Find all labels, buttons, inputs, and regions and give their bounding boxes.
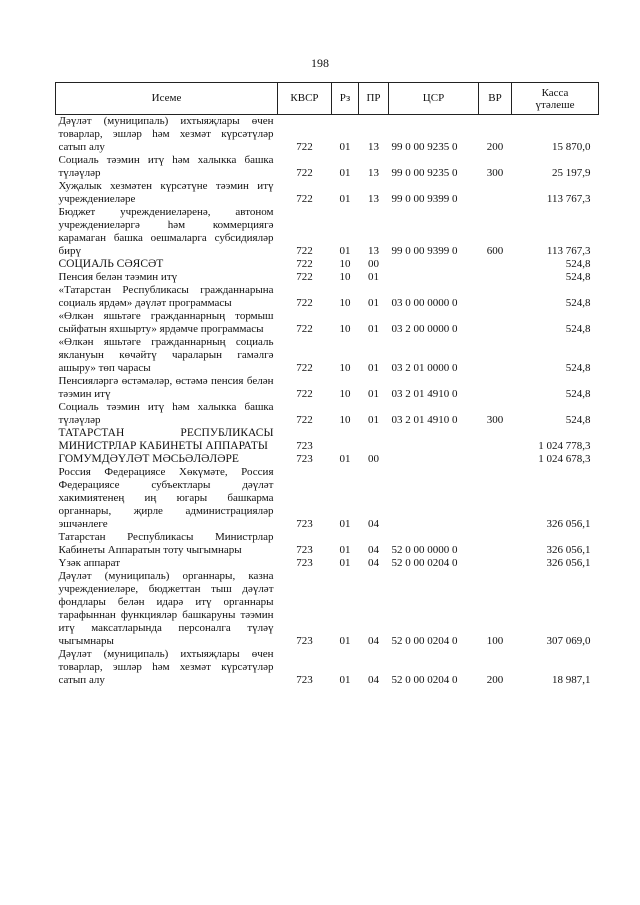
table-row [56, 570, 599, 648]
row-sum: 524,8 [565, 362, 591, 374]
row-sum: 524,8 [565, 388, 591, 400]
row-sum: 15 870,0 [552, 141, 591, 153]
row-kvsr: 723 [296, 544, 313, 556]
row-csr: 03 2 01 0000 0 [391, 362, 458, 374]
table-body [56, 115, 599, 688]
row-sum: 307 069,0 [546, 635, 591, 647]
row-kvsr: 722 [296, 297, 313, 309]
row-pr: 01 [368, 414, 379, 426]
row-name: Пенсияләргә өстәмәләр, өстәмә пенсия белән тәэмин итү [58, 375, 274, 400]
row-rz: 10 [339, 414, 351, 426]
row-rz: 01 [339, 245, 351, 257]
row-name: Дәүләт (муниципаль) ихтыяҗлары өчен товарлар, эшләр һәм хезмәт күрсәтүләр сатып алу [58, 648, 274, 686]
header-kassa-line2: үтәлеше [535, 98, 575, 111]
table-row [56, 375, 599, 401]
row-vr: 200 [486, 141, 504, 153]
row-kvsr: 722 [296, 414, 313, 426]
row-csr: 52 0 00 0204 0 [391, 674, 458, 686]
row-name: Пенсия белән тәэмин итү [58, 271, 178, 283]
table-row [56, 557, 599, 570]
row-kvsr: 722 [296, 271, 313, 283]
row-vr [479, 557, 512, 570]
table-row [56, 115, 599, 155]
row-kvsr: 722 [296, 167, 313, 179]
table-row [56, 466, 599, 531]
row-sum: 1 024 778,3 [538, 440, 591, 452]
row-vr [479, 284, 512, 310]
row-csr [389, 466, 479, 531]
table-row [56, 427, 599, 453]
table-row [56, 180, 599, 206]
row-rz: 10 [339, 362, 351, 374]
row-csr: 52 0 00 0000 0 [391, 544, 458, 556]
header-rz: Рз [332, 83, 359, 115]
row-rz: 01 [339, 167, 351, 179]
row-name: Дәүләт (муниципаль) органнары, казна учреждениеләре, бюджеттан тыш дәүләт фондлары белән идарә итү органнары тарафыннан функцияләр башкаруны тәэмин итү максатларында персоналга түләү чыгымнары [58, 570, 274, 647]
row-csr: 03 2 00 0000 0 [391, 323, 458, 335]
row-kvsr: 723 [296, 453, 313, 465]
row-sum: 326 056,1 [546, 544, 591, 556]
row-vr: 200 [486, 674, 504, 686]
row-name: «Татарстан Республикасы гражданнарына социаль ярдәм» дәүләт программасы [58, 284, 274, 309]
table-row [56, 271, 599, 284]
row-name: Хуҗалык хезмәтен күрсәтүне тәэмин итү учреждениеләре [58, 180, 274, 205]
row-kvsr: 722 [296, 362, 313, 374]
table-row [56, 336, 599, 375]
table-row [56, 258, 599, 271]
row-csr [389, 453, 479, 466]
row-vr: 300 [486, 414, 504, 426]
header-csr: ЦСР [389, 83, 479, 115]
table-row [56, 154, 599, 180]
row-sum: 326 056,1 [546, 557, 591, 569]
row-rz: 01 [339, 544, 351, 556]
table-row [56, 310, 599, 336]
row-kvsr: 722 [296, 141, 313, 153]
table-row [56, 531, 599, 557]
row-vr [479, 180, 512, 206]
row-pr: 13 [368, 245, 379, 257]
row-rz: 10 [339, 388, 351, 400]
row-vr [479, 427, 512, 453]
row-vr: 100 [486, 635, 504, 647]
row-rz: 01 [339, 141, 351, 153]
row-pr: 01 [368, 362, 379, 374]
row-sum: 18 987,1 [552, 674, 591, 686]
row-csr [389, 427, 479, 453]
row-rz: 10 [339, 297, 351, 309]
row-pr: 04 [368, 544, 379, 556]
row-sum: 524,8 [565, 297, 591, 309]
row-vr: 600 [486, 245, 504, 257]
row-rz: 10 [339, 258, 351, 270]
row-name: Татарстан Республикасы Министрлар Кабинеты Аппаратын тоту чыгымнары [58, 531, 274, 556]
row-name: Үзәк аппарат [58, 557, 121, 569]
row-sum: 524,8 [565, 323, 591, 335]
table-row [56, 401, 599, 427]
row-name: «Өлкән яшьтәге гражданнарның социаль яклануын көчәйтү чараларын гамәлгә ашыру» төп чарасы [58, 336, 274, 374]
row-csr: 03 2 01 4910 0 [391, 414, 458, 426]
row-pr: 04 [368, 674, 379, 686]
row-sum: 524,8 [565, 271, 591, 283]
page-number: 198 [311, 56, 329, 70]
row-pr: 13 [368, 193, 379, 205]
header-pr: ПР [359, 83, 389, 115]
row-csr: 99 0 00 9399 0 [391, 193, 458, 205]
row-kvsr: 723 [296, 674, 313, 686]
row-pr: 01 [368, 388, 379, 400]
row-csr [389, 258, 479, 271]
row-sum: 524,8 [565, 258, 591, 270]
row-rz: 10 [339, 323, 351, 335]
row-sum: 524,8 [565, 414, 591, 426]
row-kvsr: 723 [296, 635, 313, 647]
row-vr [479, 466, 512, 531]
row-kvsr: 722 [296, 193, 313, 205]
header-vr: ВР [479, 83, 512, 115]
row-rz: 10 [339, 271, 351, 283]
row-csr [389, 271, 479, 284]
row-pr: 04 [368, 518, 379, 530]
row-pr: 04 [368, 635, 379, 647]
table-row [56, 206, 599, 258]
row-name: «Өлкән яшьтәге гражданнарның тормыш сыйфатын яхшырту» ярдәмче программасы [58, 310, 274, 335]
row-csr: 99 0 00 9235 0 [391, 141, 458, 153]
row-csr: 99 0 00 9235 0 [391, 167, 458, 179]
row-csr: 99 0 00 9399 0 [391, 245, 458, 257]
budget-table [55, 82, 599, 687]
row-name: Социаль тәэмин итү һәм халыкка башка түләүләр [58, 154, 274, 179]
row-pr: 00 [368, 453, 379, 465]
row-sum: 326 056,1 [546, 518, 591, 530]
table-row [56, 648, 599, 687]
row-kvsr: 722 [296, 323, 313, 335]
row-rz: 01 [339, 518, 351, 530]
row-csr: 52 0 00 0204 0 [391, 635, 458, 647]
header-kassa-line1: Касса [541, 86, 569, 99]
row-name: СОЦИАЛЬ СӘЯСӘТ [58, 258, 164, 270]
row-sum: 1 024 678,3 [538, 453, 591, 465]
row-kvsr: 722 [296, 388, 313, 400]
table-row [56, 453, 599, 466]
row-name: Бюджет учреждениеләренә, автоном учреждениеләргә һәм коммерциягә карамаган башка оешмаларга субсидияләр бирү [58, 206, 274, 257]
row-name: Дәүләт (муниципаль) ихтыяҗлары өчен товарлар, эшләр һәм хезмәт күрсәтүләр сатып алу [58, 115, 274, 153]
row-name: Россия Федерациясе Хөкүмәте, Россия Федерациясе субъектлары дәүләт хакимиятенең иң югары башкарма органнары, җирле администрацияләр эшчәнлеге [58, 466, 274, 530]
row-pr: 01 [368, 271, 379, 283]
row-csr: 52 0 00 0204 0 [391, 557, 458, 569]
row-csr: 03 2 01 4910 0 [391, 388, 458, 400]
row-rz: 01 [339, 453, 351, 465]
row-rz [332, 427, 359, 453]
row-pr [359, 427, 389, 453]
row-kvsr: 723 [296, 557, 313, 569]
row-vr: 300 [486, 167, 504, 179]
table-row [56, 284, 599, 310]
row-vr [479, 336, 512, 375]
row-name: Социаль тәэмин итү һәм халыкка башка түләүләр [58, 401, 274, 426]
header-kassa [512, 83, 599, 115]
row-pr: 13 [368, 141, 379, 153]
row-vr [479, 310, 512, 336]
row-rz: 01 [339, 635, 351, 647]
row-rz: 01 [339, 674, 351, 686]
row-pr: 00 [368, 258, 379, 270]
row-vr [479, 453, 512, 466]
row-kvsr: 723 [296, 518, 313, 530]
row-vr [479, 258, 512, 271]
row-vr [479, 271, 512, 284]
row-pr: 01 [368, 297, 379, 309]
row-vr [479, 531, 512, 557]
row-vr [479, 375, 512, 401]
row-sum: 113 767,3 [546, 193, 591, 205]
header-kvsr: КВСР [278, 83, 332, 115]
row-name: ГОМУМДӘҮЛӘТ МӘСЬӘЛӘЛӘРЕ [58, 453, 239, 465]
row-rz: 01 [339, 557, 351, 569]
row-sum: 113 767,3 [546, 245, 591, 257]
row-pr: 04 [368, 557, 379, 569]
header-name: Исеме [56, 83, 278, 115]
row-name: ТАТАРСТАН РЕСПУБЛИКАСЫ МИНИСТРЛАР КАБИНЕТЫ АППАРАТЫ [58, 427, 274, 452]
row-csr: 03 0 00 0000 0 [391, 297, 458, 309]
row-rz: 01 [339, 193, 351, 205]
row-kvsr: 723 [296, 440, 313, 452]
row-sum: 25 197,9 [552, 167, 591, 179]
row-kvsr: 722 [296, 258, 313, 270]
table-header [56, 83, 599, 115]
row-kvsr: 722 [296, 245, 313, 257]
row-pr: 01 [368, 323, 379, 335]
row-pr: 13 [368, 167, 379, 179]
